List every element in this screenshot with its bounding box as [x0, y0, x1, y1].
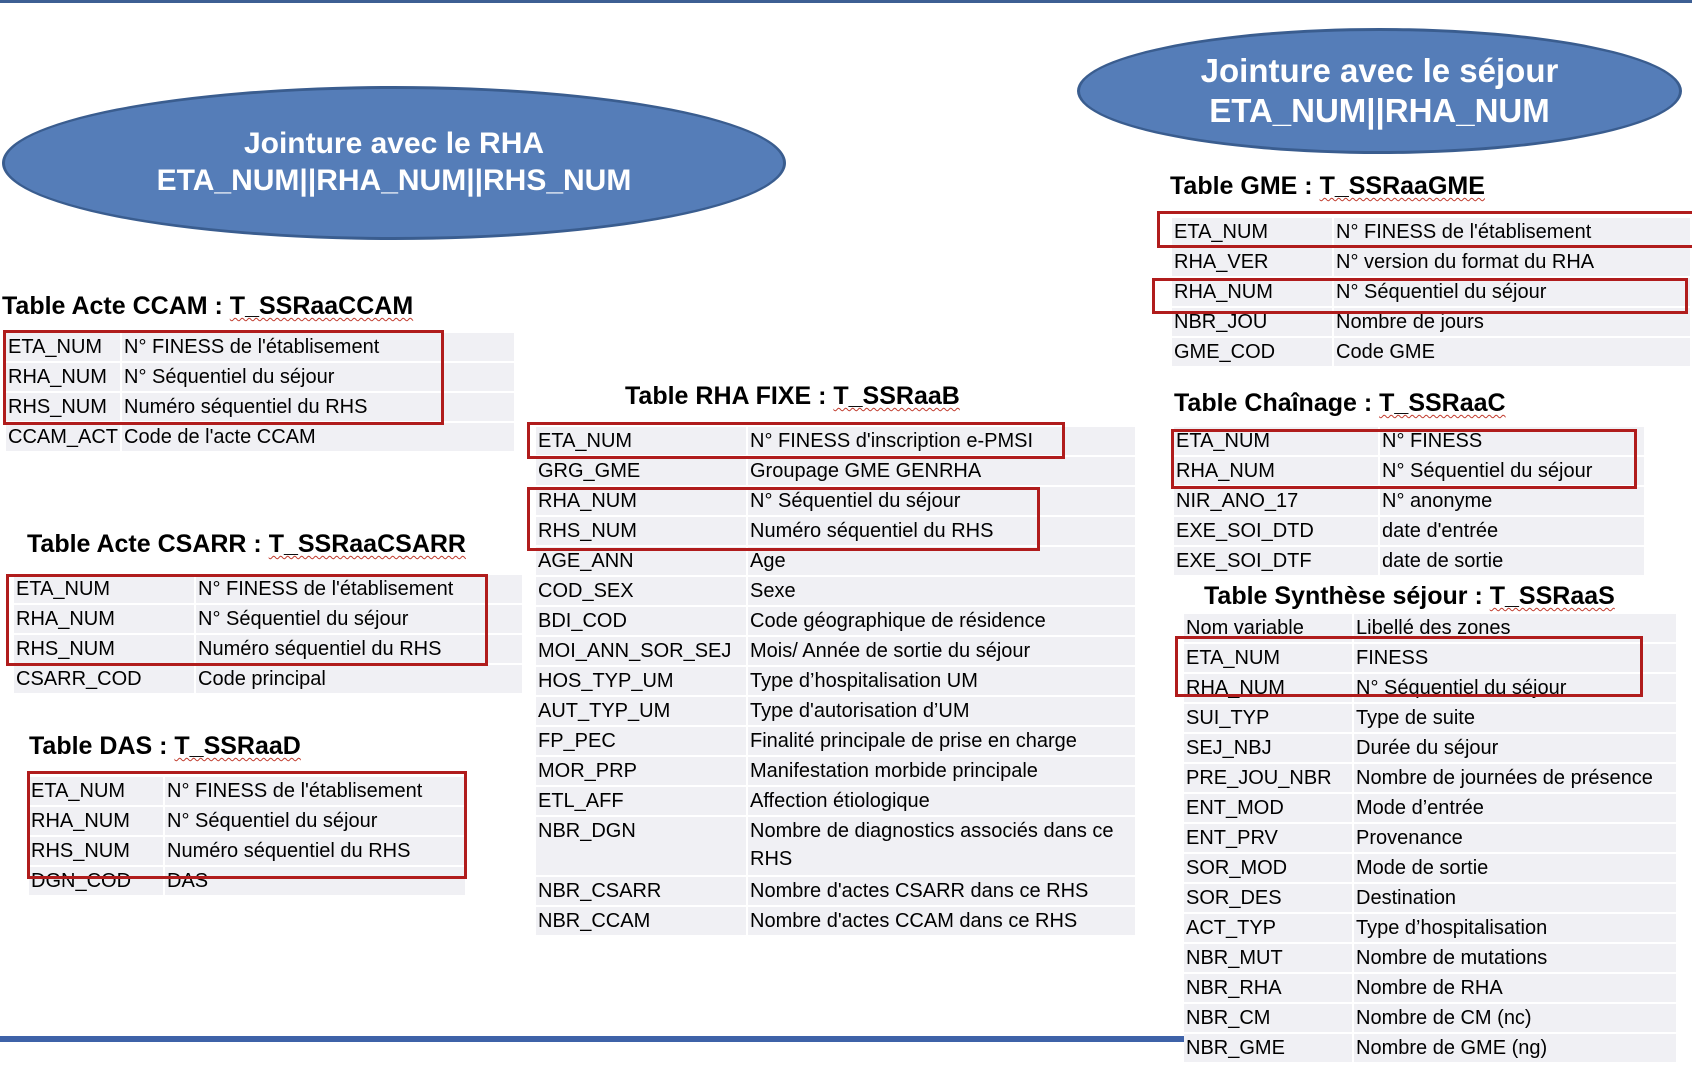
rha-row — [536, 457, 1135, 485]
synthese-variable-name: SUI_TYP — [1184, 704, 1352, 732]
csarr-title — [27, 530, 466, 559]
rha-variable-name: ETL_AFF — [536, 787, 746, 815]
rha-row — [536, 727, 1135, 755]
synthese-variable-name: NBR_GME — [1184, 1034, 1352, 1062]
gme-row — [1172, 338, 1690, 366]
synthese-variable-name: ETA_NUM — [1184, 644, 1352, 672]
rha-variable-name: NBR_DGN — [536, 817, 746, 875]
rha-variable-name: RHS_NUM — [536, 517, 746, 545]
das-row — [29, 807, 465, 835]
csarr-variable-name: ETA_NUM — [14, 575, 194, 603]
rha-variable-label: Type d’hospitalisation UM — [748, 667, 1135, 695]
gme-variable-label: Nombre de jours — [1334, 308, 1690, 336]
csarr-variable-label: N° FINESS de l'établisement — [196, 575, 522, 603]
rha-variable-label: Age — [748, 547, 1135, 575]
das-variable-label: N° Séquentiel du séjour — [165, 807, 465, 835]
synthese-variable-name: ENT_PRV — [1184, 824, 1352, 852]
synthese-variable-label: Nombre de mutations — [1354, 944, 1676, 972]
synthese-row — [1184, 794, 1676, 822]
csarr-title-label: Table Acte CSARR : — [27, 530, 269, 558]
chainage-variable-name: EXE_SOI_DTD — [1174, 517, 1378, 545]
csarr-variable-label: Code principal — [196, 665, 522, 693]
ccam-title-label: Table Acte CCAM : — [2, 292, 230, 320]
synthese-variable-name: SOR_DES — [1184, 884, 1352, 912]
synthese-row — [1184, 704, 1676, 732]
chainage-row — [1174, 427, 1644, 455]
gme-title-label: Table GME : — [1170, 172, 1320, 200]
gme-variable-label: Code GME — [1334, 338, 1690, 366]
gme-table — [1172, 218, 1690, 368]
gme-variable-name: RHA_NUM — [1172, 278, 1332, 306]
synthese-table-name: T_SSRaaS — [1489, 582, 1615, 610]
synthese-variable-name: NBR_RHA — [1184, 974, 1352, 1002]
das-variable-label: N° FINESS de l'établisement — [165, 777, 465, 805]
rha-variable-name: AGE_ANN — [536, 547, 746, 575]
chainage-row — [1174, 487, 1644, 515]
gme-variable-name: ETA_NUM — [1172, 218, 1332, 246]
join-sejour-key: ETA_NUM||RHA_NUM — [1209, 92, 1550, 129]
ccam-table-name: T_SSRaaCCAM — [229, 292, 414, 320]
das-row — [29, 867, 465, 895]
top-border — [0, 0, 1692, 3]
synthese-variable-label: Durée du séjour — [1354, 734, 1676, 762]
csarr-variable-label: N° Séquentiel du séjour — [196, 605, 522, 633]
synthese-row — [1184, 914, 1676, 942]
chainage-variable-name: RHA_NUM — [1174, 457, 1378, 485]
chainage-title-label: Table Chaînage : — [1174, 389, 1380, 417]
rha-variable-label: Nombre d'actes CSARR dans ce RHS — [748, 877, 1135, 905]
ccam-row — [6, 393, 514, 421]
rha-row — [536, 517, 1135, 545]
synthese-variable-name: NBR_CM — [1184, 1004, 1352, 1032]
chainage-title — [1174, 389, 1506, 418]
rha-row — [536, 817, 1135, 875]
gme-variable-label: N° FINESS de l'établisement — [1334, 218, 1690, 246]
gme-row — [1172, 278, 1690, 306]
csarr-variable-label: Numéro séquentiel du RHS — [196, 635, 522, 663]
synthese-row — [1184, 674, 1676, 702]
synthese-row — [1184, 824, 1676, 852]
ccam-variable-name: RHA_NUM — [6, 363, 120, 391]
gme-variable-name: NBR_JOU — [1172, 308, 1332, 336]
csarr-row — [14, 605, 522, 633]
synthese-variable-label: Libellé des zones — [1354, 614, 1676, 642]
synthese-row — [1184, 734, 1676, 762]
synthese-variable-name: Nom variable — [1184, 614, 1352, 642]
synthese-variable-label: Nombre de journées de présence — [1354, 764, 1676, 792]
synthese-variable-label: Type de suite — [1354, 704, 1676, 732]
rha-variable-name: NBR_CCAM — [536, 907, 746, 935]
rha-variable-label: Groupage GME GENRHA — [748, 457, 1135, 485]
csarr-table — [14, 575, 522, 695]
rha-variable-name: MOR_PRP — [536, 757, 746, 785]
rha-title — [625, 382, 960, 411]
synthese-row — [1184, 644, 1676, 672]
chainage-variable-label: date d'entrée — [1380, 517, 1644, 545]
das-variable-label: DAS — [165, 867, 465, 895]
rha-variable-label: Type d'autorisation d’UM — [748, 697, 1135, 725]
chainage-table — [1174, 427, 1644, 577]
csarr-variable-name: RHA_NUM — [14, 605, 194, 633]
das-variable-name: RHS_NUM — [29, 837, 163, 865]
chainage-row — [1174, 547, 1644, 575]
rha-row — [536, 667, 1135, 695]
chainage-variable-name: NIR_ANO_17 — [1174, 487, 1378, 515]
ccam-variable-name: ETA_NUM — [6, 333, 120, 361]
rha-variable-name: AUT_TYP_UM — [536, 697, 746, 725]
rha-variable-label: Manifestation morbide principale — [748, 757, 1135, 785]
rha-variable-name: HOS_TYP_UM — [536, 667, 746, 695]
ccam-title — [2, 292, 413, 321]
csarr-row — [14, 635, 522, 663]
rha-row — [536, 787, 1135, 815]
ccam-variable-name: RHS_NUM — [6, 393, 120, 421]
rha-variable-label: Numéro séquentiel du RHS — [748, 517, 1135, 545]
synthese-variable-label: N° Séquentiel du séjour — [1354, 674, 1676, 702]
rha-variable-label: N° Séquentiel du séjour — [748, 487, 1135, 515]
chainage-row — [1174, 457, 1644, 485]
join-sejour-title: Jointure avec le séjour — [1200, 51, 1559, 89]
rha-variable-label: Nombre de diagnostics associés dans ce RHS — [748, 817, 1135, 875]
rha-variable-name: BDI_COD — [536, 607, 746, 635]
synthese-row — [1184, 944, 1676, 972]
synthese-row — [1184, 764, 1676, 792]
synthese-variable-name: ENT_MOD — [1184, 794, 1352, 822]
rha-variable-label: Affection étiologique — [748, 787, 1135, 815]
rha-variable-name: FP_PEC — [536, 727, 746, 755]
chainage-variable-name: EXE_SOI_DTF — [1174, 547, 1378, 575]
join-rha-ellipse — [2, 86, 786, 240]
rha-row — [536, 697, 1135, 725]
das-row — [29, 837, 465, 865]
ccam-variable-label: Numéro séquentiel du RHS — [122, 393, 514, 421]
rha-variable-name: ETA_NUM — [536, 427, 746, 455]
ccam-row — [6, 423, 514, 451]
gme-variable-name: RHA_VER — [1172, 248, 1332, 276]
rha-variable-name: MOI_ANN_SOR_SEJ — [536, 637, 746, 665]
join-sejour-ellipse — [1077, 28, 1682, 154]
gme-row — [1172, 218, 1690, 246]
synthese-row — [1184, 1004, 1676, 1032]
rha-row — [536, 427, 1135, 455]
synthese-row — [1184, 1034, 1676, 1062]
ccam-table — [6, 333, 514, 453]
gme-row — [1172, 248, 1690, 276]
csarr-row — [14, 665, 522, 693]
gme-variable-name: GME_COD — [1172, 338, 1332, 366]
rha-variable-label: Finalité principale de prise en charge — [748, 727, 1135, 755]
synthese-variable-label: Mode de sortie — [1354, 854, 1676, 882]
ccam-variable-label: Code de l'acte CCAM — [122, 423, 514, 451]
synthese-row — [1184, 974, 1676, 1002]
join-rha-title: Jointure avec le RHA — [243, 127, 545, 161]
rha-table-name: T_SSRaaB — [833, 382, 960, 410]
ccam-variable-label: N° Séquentiel du séjour — [122, 363, 514, 391]
chainage-variable-label: N° anonyme — [1380, 487, 1644, 515]
bottom-border — [0, 1036, 1184, 1042]
join-rha-key: ETA_NUM||RHA_NUM||RHS_NUM — [156, 164, 632, 197]
synthese-variable-label: Destination — [1354, 884, 1676, 912]
ccam-variable-name: CCAM_ACT — [6, 423, 120, 451]
synthese-variable-name: ACT_TYP — [1184, 914, 1352, 942]
das-title — [29, 732, 301, 761]
rha-variable-name: NBR_CSARR — [536, 877, 746, 905]
chainage-variable-name: ETA_NUM — [1174, 427, 1378, 455]
chainage-variable-label: N° Séquentiel du séjour — [1380, 457, 1644, 485]
das-variable-label: Numéro séquentiel du RHS — [165, 837, 465, 865]
rha-variable-label: N° FINESS d'inscription e-PMSI — [748, 427, 1135, 455]
synthese-variable-label: Nombre de RHA — [1354, 974, 1676, 1002]
das-table-name: T_SSRaaD — [174, 732, 301, 760]
chainage-table-name: T_SSRaaC — [1379, 389, 1506, 417]
rha-row — [536, 907, 1135, 935]
ccam-row — [6, 363, 514, 391]
csarr-table-name: T_SSRaaCSARR — [268, 530, 466, 558]
rha-row — [536, 487, 1135, 515]
csarr-variable-name: CSARR_COD — [14, 665, 194, 693]
chainage-variable-label: N° FINESS — [1380, 427, 1644, 455]
synthese-variable-name: NBR_MUT — [1184, 944, 1352, 972]
rha-row — [536, 637, 1135, 665]
rha-row — [536, 607, 1135, 635]
synthese-variable-label: Mode d’entrée — [1354, 794, 1676, 822]
synthese-row — [1184, 884, 1676, 912]
das-variable-name: ETA_NUM — [29, 777, 163, 805]
synthese-row — [1184, 854, 1676, 882]
rha-row — [536, 757, 1135, 785]
synthese-variable-name: PRE_JOU_NBR — [1184, 764, 1352, 792]
gme-variable-label: N° version du format du RHA — [1334, 248, 1690, 276]
gme-table-name: T_SSRaaGME — [1319, 172, 1485, 200]
chainage-row — [1174, 517, 1644, 545]
rha-title-label: Table RHA FIXE : — [625, 382, 834, 410]
rha-variable-name: GRG_GME — [536, 457, 746, 485]
das-row — [29, 777, 465, 805]
rha-row — [536, 577, 1135, 605]
synthese-variable-name: SEJ_NBJ — [1184, 734, 1352, 762]
das-variable-name: RHA_NUM — [29, 807, 163, 835]
rha-variable-label: Code géographique de résidence — [748, 607, 1135, 635]
rha-variable-name: COD_SEX — [536, 577, 746, 605]
synthese-variable-label: FINESS — [1354, 644, 1676, 672]
synthese-row — [1184, 614, 1676, 642]
das-table — [29, 777, 465, 897]
gme-row — [1172, 308, 1690, 336]
synthese-title-label: Table Synthèse séjour : — [1204, 582, 1490, 610]
rha-row — [536, 547, 1135, 575]
csarr-row — [14, 575, 522, 603]
ccam-variable-label: N° FINESS de l'établisement — [122, 333, 514, 361]
rha-fixe-table — [536, 427, 1135, 937]
synthese-variable-label: Nombre de CM (nc) — [1354, 1004, 1676, 1032]
rha-variable-label: Mois/ Année de sortie du séjour — [748, 637, 1135, 665]
synthese-variable-name: SOR_MOD — [1184, 854, 1352, 882]
gme-title — [1170, 172, 1485, 201]
rha-variable-label: Nombre d'actes CCAM dans ce RHS — [748, 907, 1135, 935]
rha-variable-name: RHA_NUM — [536, 487, 746, 515]
synthese-variable-label: Provenance — [1354, 824, 1676, 852]
das-variable-name: DGN_COD — [29, 867, 163, 895]
gme-variable-label: N° Séquentiel du séjour — [1334, 278, 1690, 306]
synthese-variable-name: RHA_NUM — [1184, 674, 1352, 702]
rha-variable-label: Sexe — [748, 577, 1135, 605]
synthese-table — [1184, 614, 1676, 1064]
synthese-variable-label: Nombre de GME (ng) — [1354, 1034, 1676, 1062]
synthese-title — [1204, 582, 1615, 611]
csarr-variable-name: RHS_NUM — [14, 635, 194, 663]
ccam-row — [6, 333, 514, 361]
chainage-variable-label: date de sortie — [1380, 547, 1644, 575]
rha-row — [536, 877, 1135, 905]
synthese-variable-label: Type d’hospitalisation — [1354, 914, 1676, 942]
das-title-label: Table DAS : — [29, 732, 175, 760]
